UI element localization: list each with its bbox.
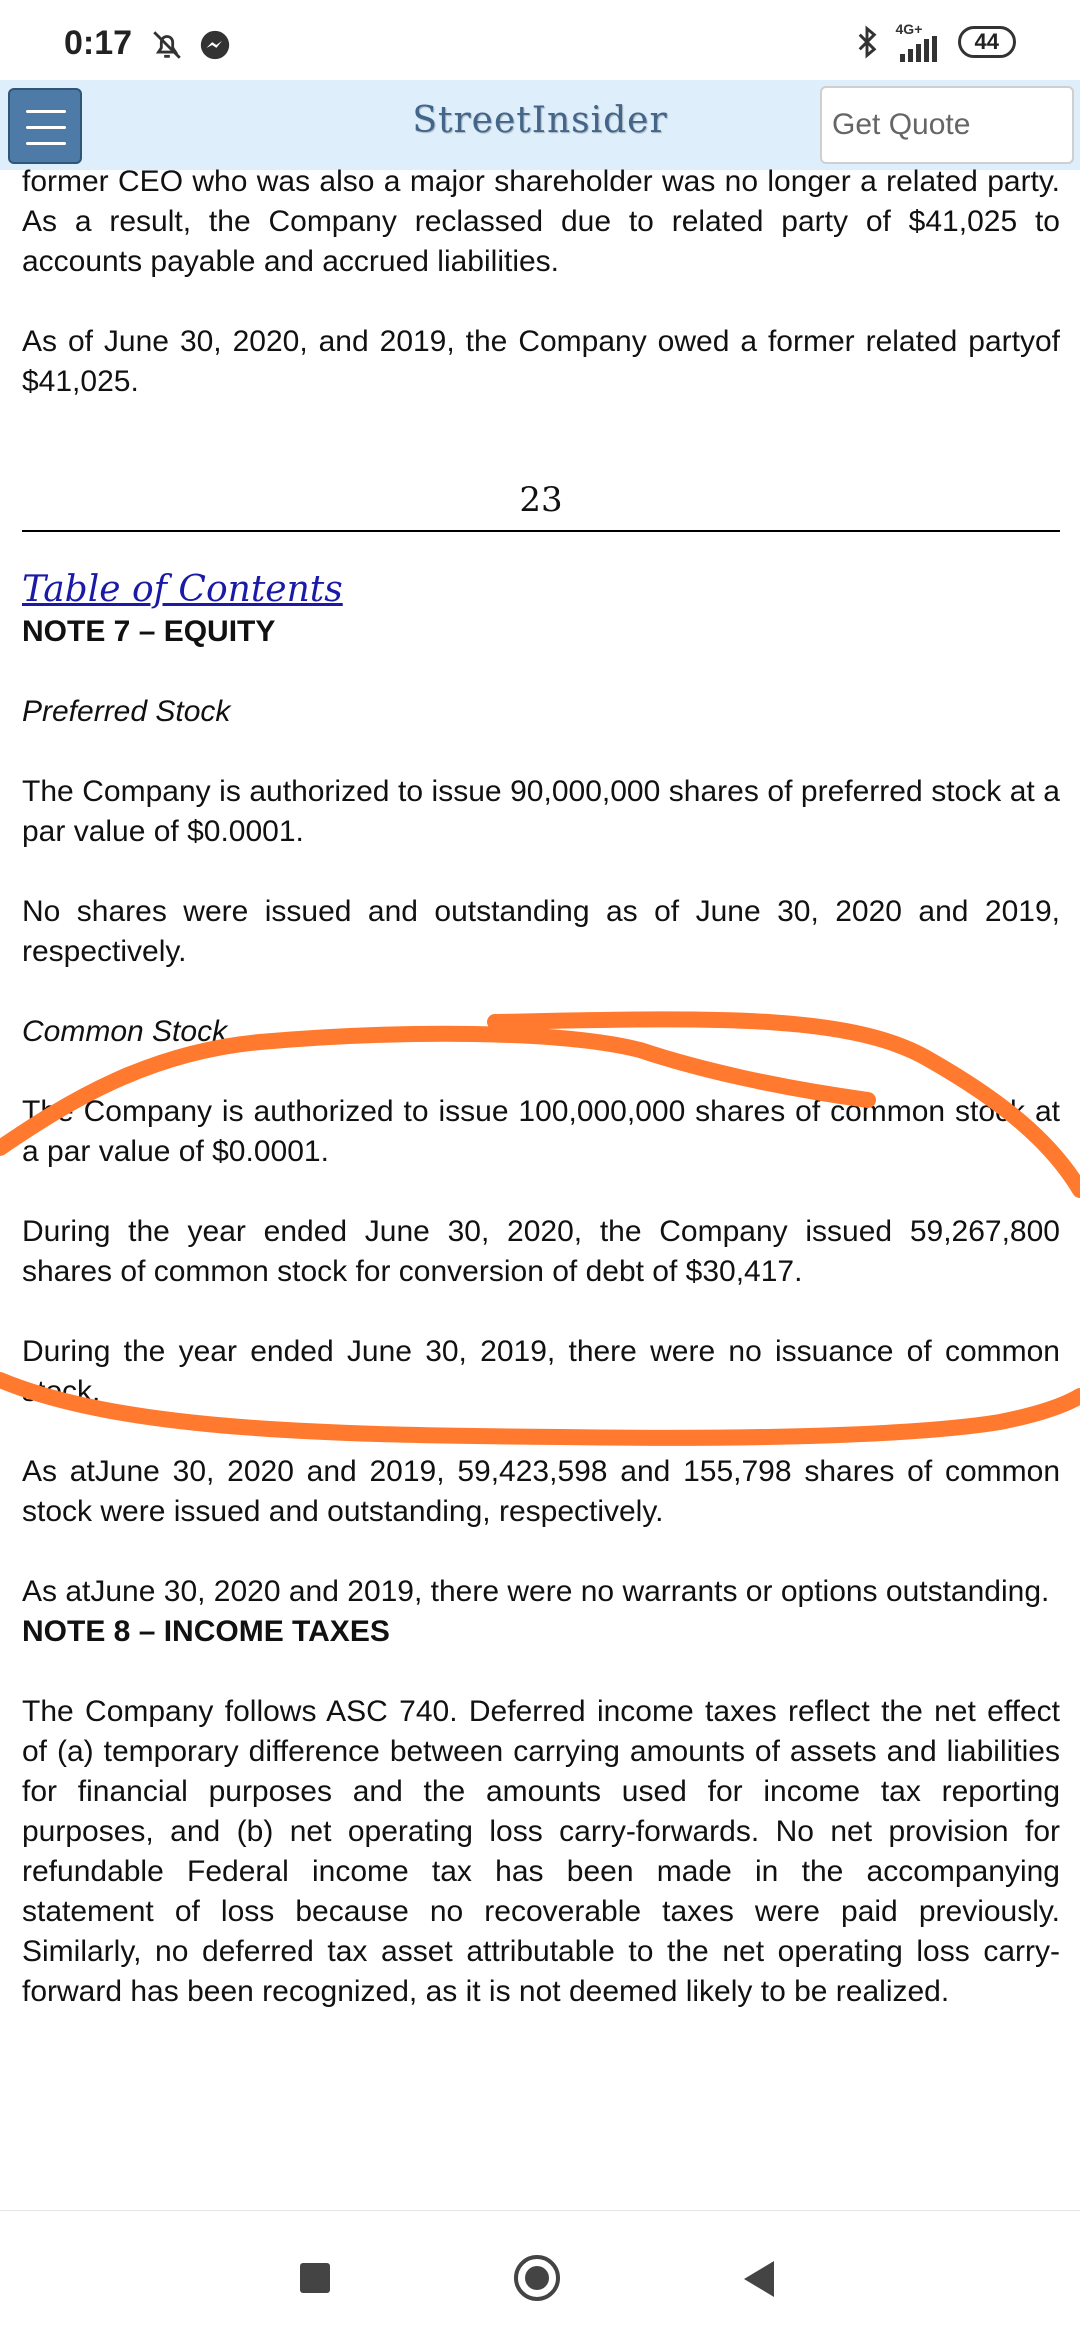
brand-logo[interactable]: StreetInsider — [412, 100, 668, 141]
note7-heading: NOTE 7 – EQUITY — [22, 615, 276, 648]
get-quote-input[interactable] — [820, 86, 1074, 164]
paragraph: The Company follows ASC 740. Deferred income taxes reflect the net effect of (a) temporary difference between carrying amounts of assets and liabilities for financial purposes and the amounts used for income tax reporting purposes, and (b) net operating loss carry-forwards. No net provision for refundable Federal income tax has been made in the accompanying statement of loss because no recoverable taxes were paid previously. Similarly, no deferred tax asset attributable to the net operating loss carry-forward has been recognized, as it is not deemed likely to be realized. — [22, 1695, 1060, 2008]
signal-icon — [896, 36, 942, 62]
paragraph: As atJune 30, 2020 and 2019, there were no warrants or options outstanding. — [22, 1575, 1050, 1608]
status-left-icons — [150, 28, 232, 62]
system-nav-bar — [0, 2210, 1080, 2341]
document-content — [22, 162, 1060, 2012]
paragraph: No shares were issued and outstanding as of June 30, 2020 and 2019, respectively. — [22, 895, 1060, 968]
network-indicator — [896, 22, 942, 62]
back-button[interactable] — [744, 2261, 774, 2297]
note8-heading: NOTE 8 – INCOME TAXES — [22, 1615, 390, 1648]
paragraph: During the year ended June 30, 2020, the Company issued 59,267,800 shares of common stock for conversion of debt of $30,417. — [22, 1215, 1060, 1288]
paragraph: former CEO who was also a major shareholder was no longer a related party. As a result, the Company reclassed due to related party of $41,025 to accounts payable and accrued liabilities. — [22, 165, 1060, 278]
messenger-icon — [198, 28, 232, 62]
page-number: 23 — [519, 480, 563, 520]
app-header — [0, 80, 1080, 170]
menu-icon-bar — [26, 142, 66, 145]
table-of-contents-link[interactable]: Table of Contents — [22, 569, 343, 610]
status-right — [854, 22, 1016, 62]
status-time: 0:17 — [64, 24, 133, 62]
paragraph: The Company is authorized to issue 90,000,000 shares of preferred stock at a par value of $0.0001. — [22, 775, 1060, 848]
preferred-stock-heading: Preferred Stock — [22, 695, 231, 728]
common-stock-heading: Common Stock — [22, 1015, 228, 1048]
paragraph: During the year ended June 30, 2019, there were no issuance of common stock. — [22, 1335, 1060, 1408]
paragraph: The Company is authorized to issue 100,000,000 shares of common stock at a par value of $0.0001. — [22, 1095, 1060, 1168]
recents-button[interactable] — [300, 2263, 330, 2293]
paragraph: As atJune 30, 2020 and 2019, 59,423,598 and 155,798 shares of common stock were issued and outstanding, respectively. — [22, 1455, 1060, 1528]
network-label: 4G+ — [895, 21, 923, 37]
paragraph: As of June 30, 2020, and 2019, the Company owed a former related partyof $41,025. — [22, 325, 1060, 398]
status-bar — [0, 0, 1080, 80]
bell-off-icon — [150, 28, 184, 62]
home-button[interactable] — [514, 2255, 560, 2301]
divider — [22, 530, 1060, 532]
bluetooth-icon — [854, 25, 880, 59]
battery-indicator: 44 — [958, 26, 1016, 58]
